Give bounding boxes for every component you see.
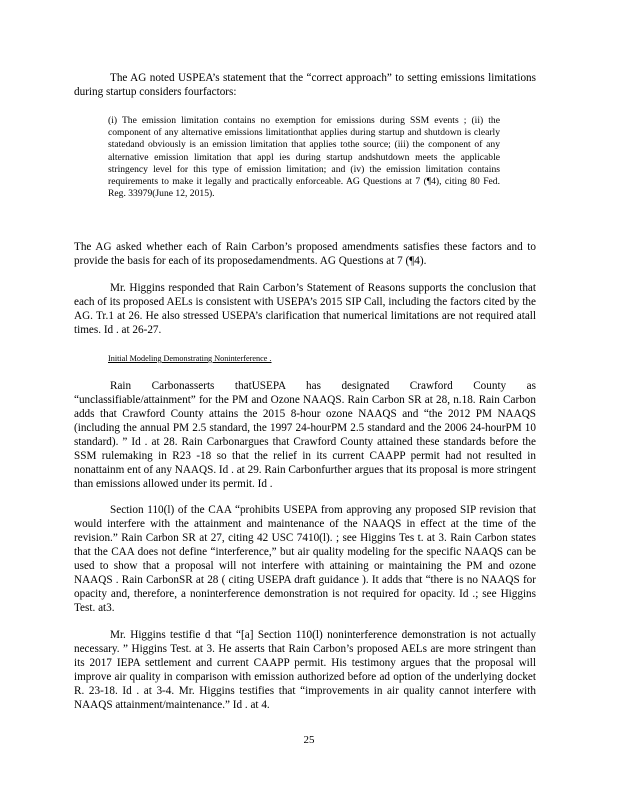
paragraph-ag-noted: The AG noted USPEA’s statement that the “correct approach” to setting emissions limitations during startup considers fourfactors: [74, 72, 536, 98]
block-quote-four-factors: (i) The emission limitation contains no exemption for emissions during SSM events ; (ii) the component of any alternative emissions limitationthat applies during startup and shutdown is clearly statedand obviously is an emission limitation that applies tothe source; (iii) the component of any alternative emission limitation that appl ies during startup andshutdown meets the applicable stringency level for this type of emission limitation; and (iv) the emission limitation contains requirements to make it legally and practically enforceable. AG Questions at 7 (¶4), citing 80 Fed. Reg. 33979(June 12, 2015). [108, 115, 500, 200]
section-heading: Initial Modeling Demonstrating Noninterference . [108, 354, 272, 363]
paragraph-higgins-testified: Mr. Higgins testifie d that “[a] Section 110(l) noninterference demonstration is not actually necessary. ” Higgins Test. at 3. He asserts that Rain Carbon’s proposed AELs are more stringent than its 2017 IEPA settlement and current CAAPP permit. His testimony argues that the proposal will improve air quality in comparison with emission authorized before ad option of the underlying docket R. 23-18. Id . at 3-4. Mr. Higgins testifies that “improvements in air quality cannot interfere with NAAQS attainment/maintenance.” Id . at 4. [74, 629, 536, 711]
paragraph-ag-asked: The AG asked whether each of Rain Carbon’s proposed amendments satisfies these factors and to provide the basis for each of its proposedamendments. AG Questions at 7 (¶4). [74, 241, 536, 267]
paragraph-section-110l: Section 110(l) of the CAA “prohibits USEPA from approving any proposed SIP revision that would interfere with the attainment and maintenance of the NAAQS in effect at the time of the revision.” Rain Carbon SR at 27, citing 42 USC 7410(l). ; see Higgins Tes t. at 3. Rain Carbon states that the CAA does not define “interference,” but air quality modeling for the specific NAAQS can be used to show that a proposal will not interfere with attaining or maintaining the PM and ozone NAAQS . Rain CarbonSR at 28 ( citing USEPA draft guidance ). It adds that “there is no NAAQS for opacity and, therefore, a noninterference demonstration is not required for opacity. Id .; see Higgins Test. at3. [74, 504, 536, 614]
paragraph-higgins-responded: Mr. Higgins responded that Rain Carbon’s Statement of Reasons supports the conclusion that each of its proposed AELs is consistent with USEPA’s 2015 SIP Call, including the factors cited by the AG. Tr.1 at 26. He also stressed USEPA’s clarification that numerical limitations are not required atall times. Id . at 26-27. [74, 282, 536, 336]
paragraph-rain-carbon-asserts: Rain Carbonasserts thatUSEPA has designated Crawford County as “unclassifiable/attainment” for the PM and Ozone NAAQS. Rain Carbon SR at 28, n.18. Rain Carbon adds that Crawford County attains the 2015 8-hour ozone NAAQS and “the 2012 PM NAAQS (including the annual PM 2.5 standard, the 1997 24-hourPM 2.5 standard and the 2006 24-hourPM 10 standard). ” Id . at 28. Rain Carbonargues that Crawford County attained these standards before the SSM rulemaking in R23 -18 so that the relief in its current CAAPP permit had not resulted in nonattainm ent of any NAAQS. Id . at 29. Rain Carbonfurther argues that its proposal is more stringent than emissions allowed under its permit. Id . [74, 380, 536, 490]
page-number: 25 [303, 734, 315, 746]
